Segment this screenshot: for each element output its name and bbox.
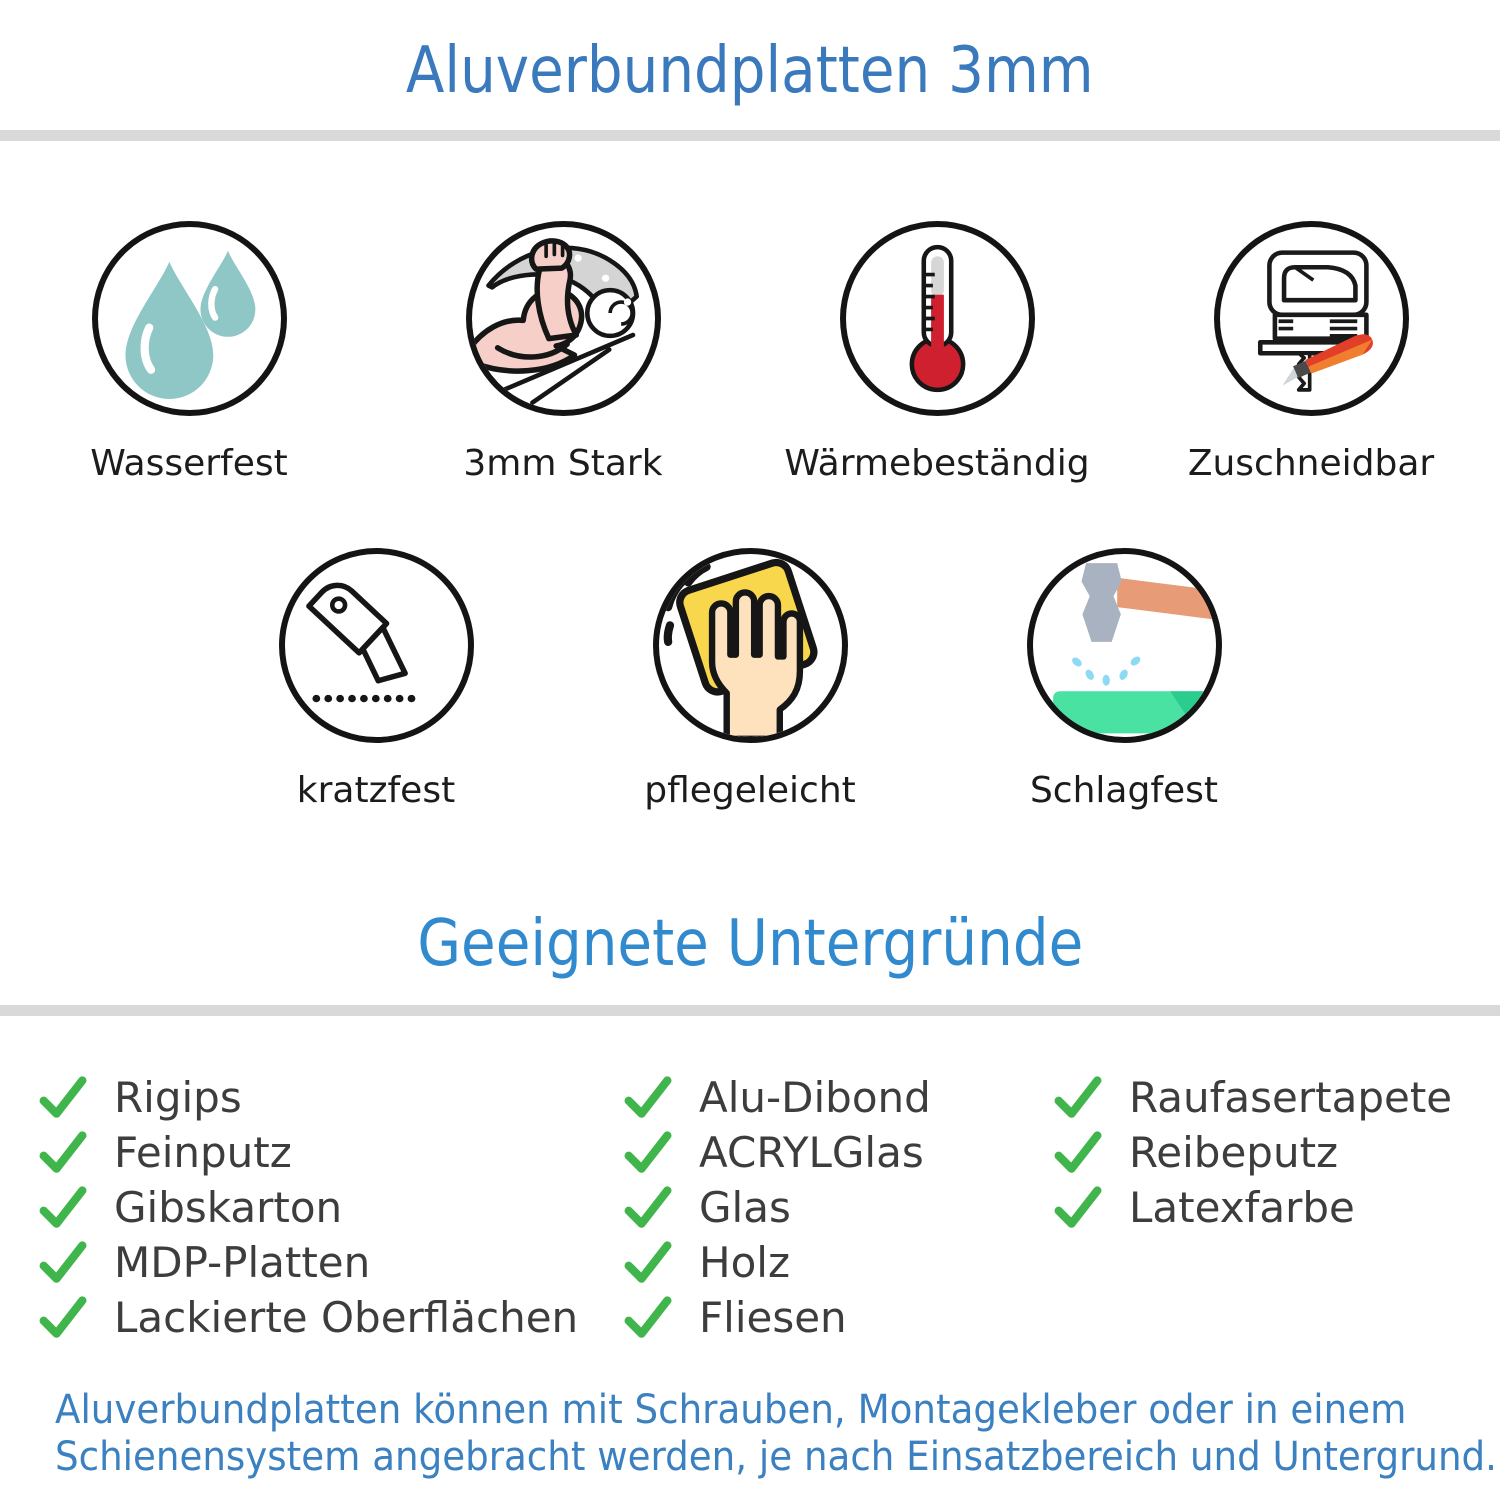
substrate-label: Latexfarbe (1129, 1183, 1355, 1232)
feature-label: pflegeleicht (644, 770, 856, 811)
substrates-section (0, 1070, 1500, 1345)
feature-label: 3mm Stark (463, 443, 663, 484)
feature-pflegeleicht (563, 548, 937, 813)
page-title: Aluverbundplatten 3mm (406, 34, 1094, 108)
list-item (1053, 1125, 1500, 1180)
feature-label: Schlagfest (1029, 770, 1219, 811)
feature-waermebestaendig (750, 221, 1124, 486)
list-item (38, 1290, 623, 1345)
substrate-label: Gibskarton (114, 1183, 343, 1232)
substrate-label: Raufasertapete (1129, 1073, 1453, 1122)
substrate-label: Holz (699, 1238, 790, 1287)
list-item (623, 1235, 1053, 1290)
feature-row-1 (0, 221, 1500, 486)
checkmark-icon (623, 1075, 673, 1121)
checkmark-icon (623, 1130, 673, 1176)
checkmark-icon (623, 1295, 673, 1341)
feature-kratzfest (189, 548, 563, 813)
checkmark-icon (38, 1295, 88, 1341)
list-item (623, 1290, 1053, 1345)
divider (0, 1005, 1500, 1016)
water-drops-icon (92, 221, 287, 416)
list-item (38, 1235, 623, 1290)
utility-knife-icon (279, 548, 474, 743)
cleaning-hand-icon (653, 548, 848, 743)
mounting-note-line1: Aluverbundplatten können mit Schrauben, Montagekleber oder in einem (55, 1387, 1407, 1433)
list-item (1053, 1180, 1500, 1235)
checkmark-icon (1053, 1185, 1103, 1231)
checkmark-icon (623, 1240, 673, 1286)
thermometer-icon (840, 221, 1035, 416)
mounting-note (0, 1387, 1500, 1481)
substrate-label: Alu-Dibond (699, 1073, 931, 1122)
checkmark-icon (38, 1075, 88, 1121)
substrate-label: Reibeputz (1129, 1128, 1339, 1177)
feature-label: Zuschneidbar (1187, 443, 1435, 484)
mounting-note-line2: Schienensystem angebracht werden, je nach Einsatzbereich und Untergrund. (55, 1434, 1497, 1480)
divider (0, 130, 1500, 141)
substrate-label: Lackierte Oberflächen (114, 1293, 579, 1342)
page-title-wrap (0, 0, 1500, 108)
checkmark-icon (1053, 1075, 1103, 1121)
feature-label: kratzfest (296, 770, 456, 811)
substrates-column-3 (1053, 1070, 1500, 1345)
section-title: Geeignete Untergründe (417, 907, 1083, 981)
feature-label: Wasserfest (90, 443, 288, 484)
list-item (38, 1180, 623, 1235)
section-title-wrap (0, 907, 1500, 981)
list-item (38, 1125, 623, 1180)
checkmark-icon (38, 1240, 88, 1286)
checkmark-icon (623, 1185, 673, 1231)
hammer-icon (1027, 548, 1222, 743)
feature-schlagfest (937, 548, 1311, 813)
feature-row-2 (0, 548, 1500, 813)
substrate-label: Feinputz (114, 1128, 292, 1177)
substrate-label: Glas (699, 1183, 791, 1232)
substrate-label: MDP-Platten (114, 1238, 371, 1287)
feature-3mm-stark (376, 221, 750, 486)
checkmark-icon (38, 1185, 88, 1231)
list-item (623, 1070, 1053, 1125)
substrate-label: Rigips (114, 1073, 242, 1122)
feature-zuschneidbar (1124, 221, 1498, 486)
feature-wasserfest (2, 221, 376, 486)
substrates-column-2 (623, 1070, 1053, 1345)
list-item (623, 1180, 1053, 1235)
jigsaw-icon (1214, 221, 1409, 416)
list-item (623, 1125, 1053, 1180)
list-item (38, 1070, 623, 1125)
checkmark-icon (38, 1130, 88, 1176)
muscle-arm-icon (466, 221, 661, 416)
feature-label: Wärmebeständig (784, 443, 1090, 484)
substrate-label: Fliesen (699, 1293, 847, 1342)
substrates-column-1 (38, 1070, 623, 1345)
list-item (1053, 1070, 1500, 1125)
checkmark-icon (1053, 1130, 1103, 1176)
substrate-label: ACRYLGlas (699, 1128, 924, 1177)
